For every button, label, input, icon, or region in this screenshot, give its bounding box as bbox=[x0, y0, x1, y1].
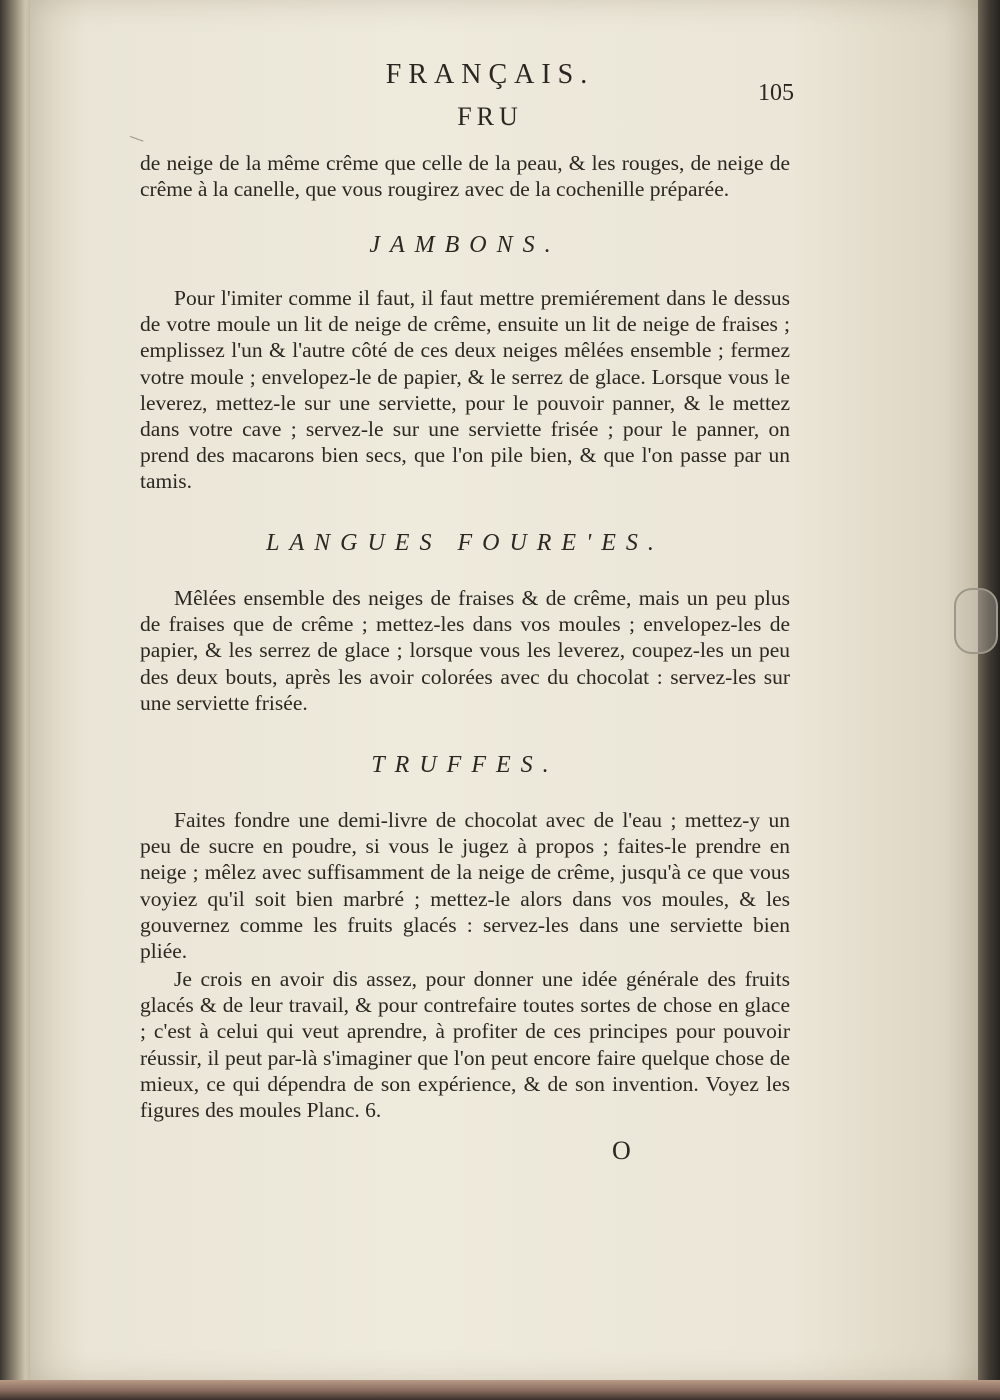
left-page-edge bbox=[0, 0, 34, 1400]
right-cover-edge bbox=[978, 0, 1000, 1400]
section-header: FRU bbox=[457, 102, 523, 131]
paragraph-truffes: Faites fondre une demi-livre de chocolat avec de l'eau ; mettez-y un peu de sucre en poudre, si vous le jugez à propos ; faites-le prendre en neige ; mêlez avec suffisamment de la neige de crême, jusqu'à ce que vous voyiez qu'il soit bien marbré ; mettez-le alors dans vos moules, & les gouvernez comme les fruits glacés : servez-les dans une serviette bien pliée. bbox=[140, 808, 790, 964]
paragraph-langues: Mêlées ensemble des neiges de fraises & de crême, mais un peu plus de fraises que de crême ; mettez-les dans vos moules ; envelopez-les de papier, & les serrez de glace ; lorsque vous les leverez, coupez-les un peu des deux bouts, après les avoir colorées avec du chocolat : servez-les sur une serviette frisée. bbox=[140, 586, 790, 715]
heading-langues: LANGUES FOURE'ES. bbox=[266, 530, 664, 556]
signature-mark: O bbox=[612, 1136, 631, 1165]
paragraph-jambons: Pour l'imiter comme il faut, il faut mettre premiérement dans le dessus de votre moule un lit de neige de crême, ensuite un lit de neige de fraises ; emplissez l'un & l'autre côté de ces deux neiges mêlées ensemble ; fermez votre moule ; envelopez-le de papier, & le serrez de glace. Lorsque vous le leverez, mettez-le sur une serviette, pour le pouvoir panner, & le mettez dans votre cave ; servez-le sur une serviette frisée ; pour le panner, on prend des macarons bien secs, que l'on pile bien, & que l'on passe par un tamis. bbox=[140, 286, 790, 494]
heading-truffes: TRUFFES. bbox=[371, 752, 559, 778]
bottom-cover-edge bbox=[0, 1380, 1000, 1400]
heading-jambons: JAMBONS. bbox=[369, 232, 561, 258]
paragraph-intro: de neige de la même crême que celle de la peau, & les rouges, de neige de crême à la canelle, que vous rougirez avec de la cochenille préparée. bbox=[140, 151, 790, 202]
running-title: FRANÇAIS. bbox=[385, 59, 595, 90]
paragraph-conclusion: Je crois en avoir dis assez, pour donner une idée générale des fruits glacés & de leur travail, & pour contrefaire toutes sortes de chose en glace ; c'est à celui qui veut aprendre, à profiter de ces principes pour pouvoir réussir, il peut par-là s'imaginer que l'on peut encore faire quelque chose de mieux, ce qui dépendra de son expérience, & de son invention. Voyez les figures des moules Planc. 6. bbox=[140, 967, 790, 1123]
page-number: 105 bbox=[758, 80, 794, 106]
clasp-loop bbox=[954, 588, 998, 654]
